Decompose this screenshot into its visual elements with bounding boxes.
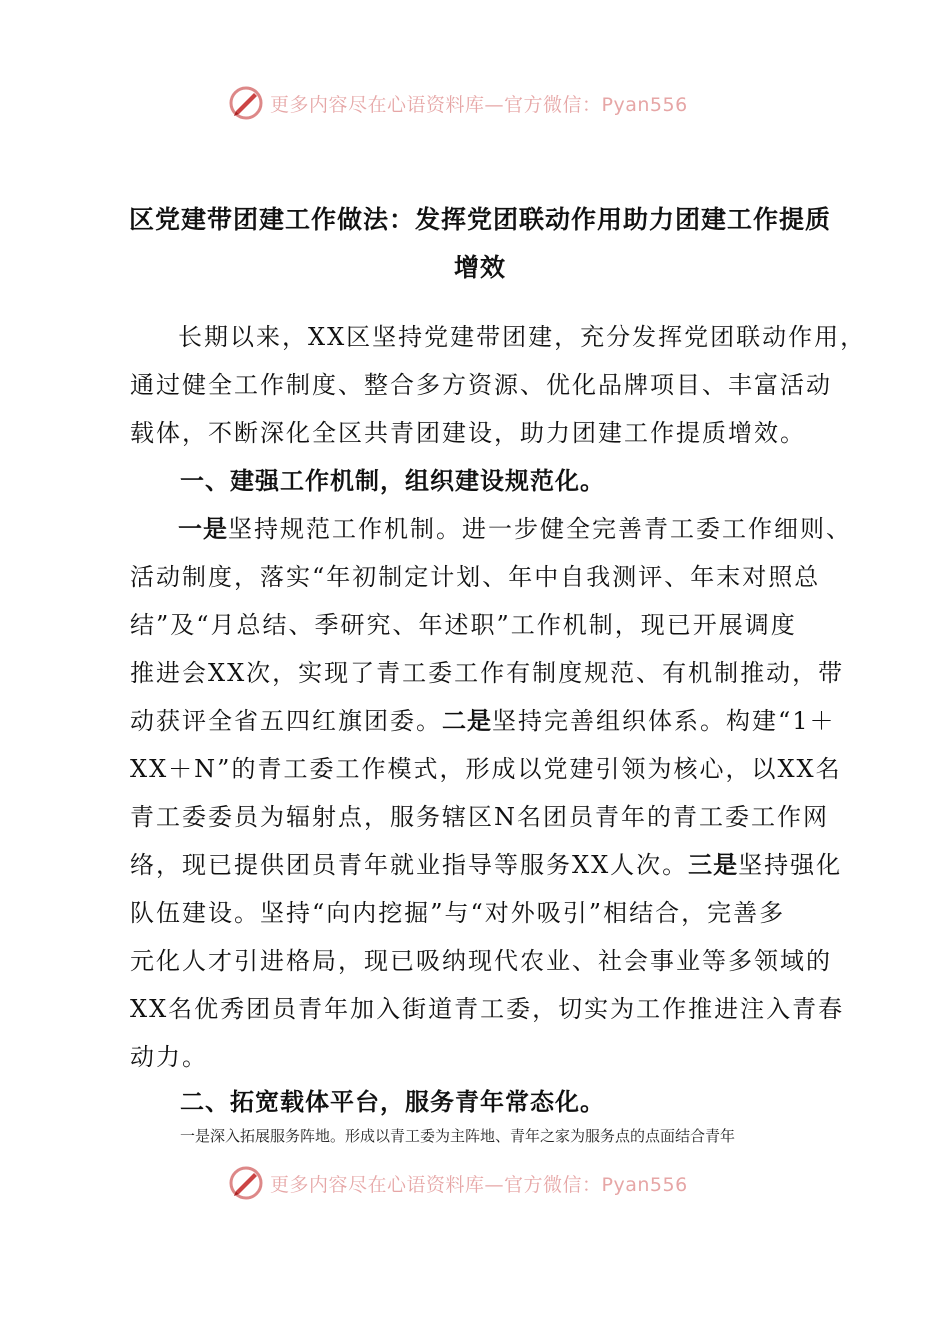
- section1-line: 元化人才引进格局，现已吸纳现代农业、社会事业等多领域的: [130, 947, 832, 975]
- section1-line: 一是坚持规范工作机制。进一步健全完善青工委工作细则、: [178, 515, 852, 543]
- intro-line: 长期以来，XX区坚持党建带团建，充分发挥党团联动作用，: [178, 323, 867, 351]
- emphasis-second: 二是: [442, 707, 492, 735]
- watermark-id: Pyan556: [601, 1173, 688, 1196]
- section1-heading: 一、建强工作机制，组织建设规范化。: [180, 467, 605, 495]
- watermark-bottom: [228, 1163, 748, 1203]
- pen-logo-icon: [228, 1165, 264, 1201]
- section1-line: 动力。: [130, 1043, 208, 1071]
- title-line-2: 增效: [453, 253, 506, 282]
- document-body: [130, 313, 867, 1081]
- section1-line: 动获评全省五四红旗团委。二是坚持完善组织体系。构建“1＋: [130, 707, 836, 735]
- section2-heading: 二、拓宽载体平台，服务青年常态化。: [180, 1088, 605, 1116]
- intro-line: 载体，不断深化全区共青团建设，助力团建工作提质增效。: [130, 419, 806, 447]
- section1-line: XX＋N”的青工委工作模式，形成以党建引领为核心，以XX名: [130, 755, 842, 783]
- section1-line: 推进会XX次，实现了青工委工作有制度规范、有机制推动，带: [130, 659, 845, 687]
- watermark-text: 更多内容尽在心语资料库—官方微信：: [270, 93, 602, 116]
- document-title: [120, 196, 840, 292]
- watermark-id: Pyan556: [601, 93, 688, 116]
- section1-line: 活动制度，落实“年初制定计划、年中自我测评、年末对照总: [130, 563, 821, 591]
- watermark-top: [228, 83, 748, 123]
- section1-line: 络，现已提供团员青年就业指导等服务XX人次。三是坚持强化: [130, 851, 843, 879]
- section1-line: 青工委委员为辐射点，服务辖区N名团员青年的青工委工作网: [130, 803, 829, 831]
- section1-line: XX名优秀团员青年加入街道青工委，切实为工作推进注入青春: [130, 995, 845, 1023]
- intro-line: 通过健全工作制度、整合多方资源、优化品牌项目、丰富活动: [130, 371, 832, 399]
- emphasis-first: 一是: [178, 515, 228, 543]
- title-line-1: 区党建带团建工作做法：发挥党团联动作用助力团建工作提质: [128, 205, 831, 234]
- emphasis-third: 三是: [688, 851, 739, 879]
- pen-logo-icon: [228, 85, 264, 121]
- section2-line: 一是深入拓展服务阵地。形成以青工委为主阵地、青年之家为服务点的点面结合青年: [180, 1127, 736, 1145]
- watermark-text: 更多内容尽在心语资料库—官方微信：: [270, 1173, 602, 1196]
- section1-line: 队伍建设。坚持“向内挖掘”与“对外吸引”相结合，完善多: [130, 899, 786, 927]
- section1-line: 结”及“月总结、季研究、年述职”工作机制，现已开展调度: [130, 611, 797, 639]
